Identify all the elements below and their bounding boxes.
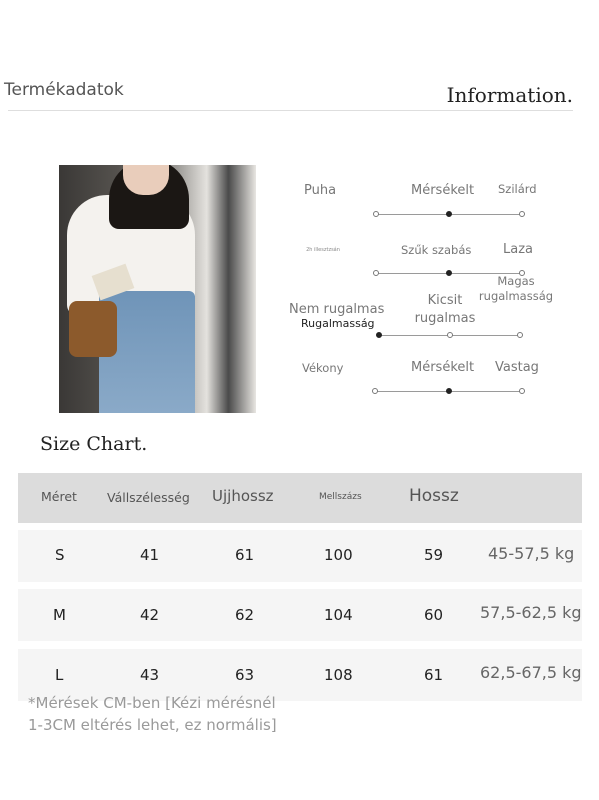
cell-size: L: [55, 666, 64, 684]
photo-bag: [69, 301, 117, 357]
cell-length: 60: [424, 606, 444, 624]
scale-softness-dot-2: [446, 211, 452, 217]
table-row: [18, 589, 582, 641]
scale-softness-left: Puha: [304, 183, 337, 198]
scale-elastic-right: Magas rugalmasság: [478, 274, 554, 303]
table-row: [18, 530, 582, 582]
cell-bust: 104: [324, 606, 353, 624]
scale-thickness-dot-1: [372, 388, 378, 394]
measurement-note-line-2: 1-3CM eltérés lehet, ez normális]: [28, 716, 277, 734]
cell-bust: 100: [324, 546, 353, 564]
cell-sleeve: 63: [235, 666, 255, 684]
scale-softness-right: Szilárd: [498, 182, 537, 196]
scale-thickness-right: Vastag: [495, 360, 539, 375]
size-table-header: [18, 473, 582, 523]
cell-shoulder: 42: [140, 606, 160, 624]
scale-fit-tiny-label: 2h illesztzsán: [306, 247, 340, 253]
scale-thickness-left: Vékony: [302, 361, 344, 375]
scale-thickness-dot-3: [519, 388, 525, 394]
measurement-note: [28, 692, 277, 736]
scale-softness-dot-3: [519, 211, 525, 217]
header-sleeve: Ujjhossz: [212, 487, 274, 505]
header-bust: Mellszázs: [319, 492, 362, 502]
scale-elastic-left: Nem rugalmas: [289, 302, 385, 317]
section-title: Termékadatok: [4, 80, 124, 100]
measurement-note-line-1: *Mérések CM-ben [Kézi mérésnél: [28, 694, 276, 712]
scale-elastic-dot-2: [447, 332, 453, 338]
cell-length: 59: [424, 546, 444, 564]
cell-shoulder: 41: [140, 546, 160, 564]
cell-size: M: [53, 606, 66, 624]
scale-thickness-dot-2: [446, 388, 452, 394]
scale-fit-dot-1: [373, 270, 379, 276]
scale-fit-mid: Szűk szabás: [401, 243, 472, 257]
cell-shoulder: 43: [140, 666, 160, 684]
cell-size: S: [55, 546, 65, 564]
scale-softness-mid: Mérsékelt: [411, 183, 475, 198]
scale-elastic-selected-label: Rugalmasság: [301, 317, 375, 330]
scale-thickness-mid: Mérsékelt: [411, 360, 475, 375]
product-photo: [59, 165, 256, 413]
cell-sleeve: 61: [235, 546, 255, 564]
cell-weight: 62,5-67,5 kg: [480, 663, 582, 682]
scale-elastic-dot-1: [376, 332, 382, 338]
header-size: Méret: [41, 489, 77, 504]
cell-weight: 45-57,5 kg: [488, 544, 575, 563]
scale-elastic-dot-3: [517, 332, 523, 338]
header-divider: [8, 110, 573, 111]
scale-softness-dot-1: [373, 211, 379, 217]
size-chart-title: Size Chart.: [40, 433, 148, 455]
header-length: Hossz: [409, 486, 459, 506]
cell-length: 61: [424, 666, 444, 684]
header-shoulder: Vállszélesség: [107, 490, 190, 505]
scale-elastic-mid: Kicsit rugalmas: [414, 293, 476, 326]
cell-bust: 108: [324, 666, 353, 684]
scale-fit-dot-2: [446, 270, 452, 276]
cell-sleeve: 62: [235, 606, 255, 624]
scale-fit-right: Laza: [503, 242, 533, 257]
cell-weight: 57,5-62,5 kg: [480, 603, 582, 622]
section-title-en: Information.: [446, 83, 573, 107]
